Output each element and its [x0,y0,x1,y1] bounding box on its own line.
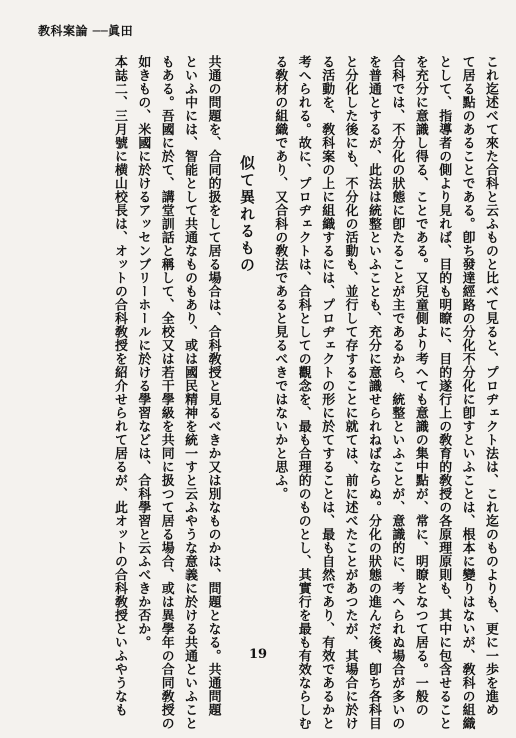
text-line: 如きもの、米國に於けるアッセンブリーホールに於ける學習などは、合科學習と云ふべきか否か。 [135,55,151,649]
text-line: を普通とするが、此法は統整といふことも、充分に意識せられねばならぬ。分化の狀態の進んだ後、卽ち各科目 [365,55,381,730]
text-line: これ迄述べて來た合科と云ふものと比べて見ると、プロヂェクト法は、これ迄のものよりも、更に一歩を進め [483,55,498,717]
running-header: 教科案論 ──眞田 [38,24,134,38]
text-line: といふ中には、智能として共通なものもあり、或は國民精神を統一すと云ふやうな意義に於ける共通といふこと [182,55,198,730]
text-line: 共通の問題を、合同的扱をして居る場合は、合科敎授と見るべきか又は別なものかは、問題となる。共通問題 [205,55,221,717]
spacer [258,55,268,640]
text-line: 本誌二、三月號に横山校長は、オットの合科敎授を紹介せられて居るが、此オットの合科敎授といふやうなも [111,55,127,717]
text-line: る敎材の組織であり、又合科の敎法であると見るべきではないかと思ふ。 [272,55,288,501]
text-line: もある。吾國に於て、講堂訓話と稱して、全校又は若干學級を共同に扱つて居る場合、或は異學年の合同敎授の [158,55,174,730]
section-heading: 似て異れるもの [237,155,256,274]
spacer [225,55,235,640]
text-line: として、指導者の側より見れば、目的も明瞭に、目的遂行上の敎育的敎授の各原理原則も、其中に包含せること [436,55,452,730]
page-number: 19 [248,647,268,662]
text-line: る活動を、敎科案の上に組織するには、プロヂェクトの形に於てすることは、最も自然であり、有效であるかと [319,55,335,730]
text-line: て居る點のあることである。卽ち發達經路の分化不分化に卽すといふことは、根本に變りはないが、敎科の組織 [459,55,475,730]
text-line: 合科では、不分化の狀態に卽たることが主であるから、統整といふことが、意識的に、考へられぬ場合が多いの [389,55,405,730]
text-line: 考へられる。故に、プロヂェクトは、合科としての觀念を、最も合理的のものとし、其實行を最も有效ならしむ [295,55,311,730]
text-line: を充分に意識し得る、ことである。又兒童側より考へても意識の集中點が、常に、明瞭となつて居る。一般の [412,55,428,717]
text-line: と分化した後にも、不分化の活動も、並行して存することに就ては、前に述べたことがあつたが、其場合に於け [342,55,358,730]
